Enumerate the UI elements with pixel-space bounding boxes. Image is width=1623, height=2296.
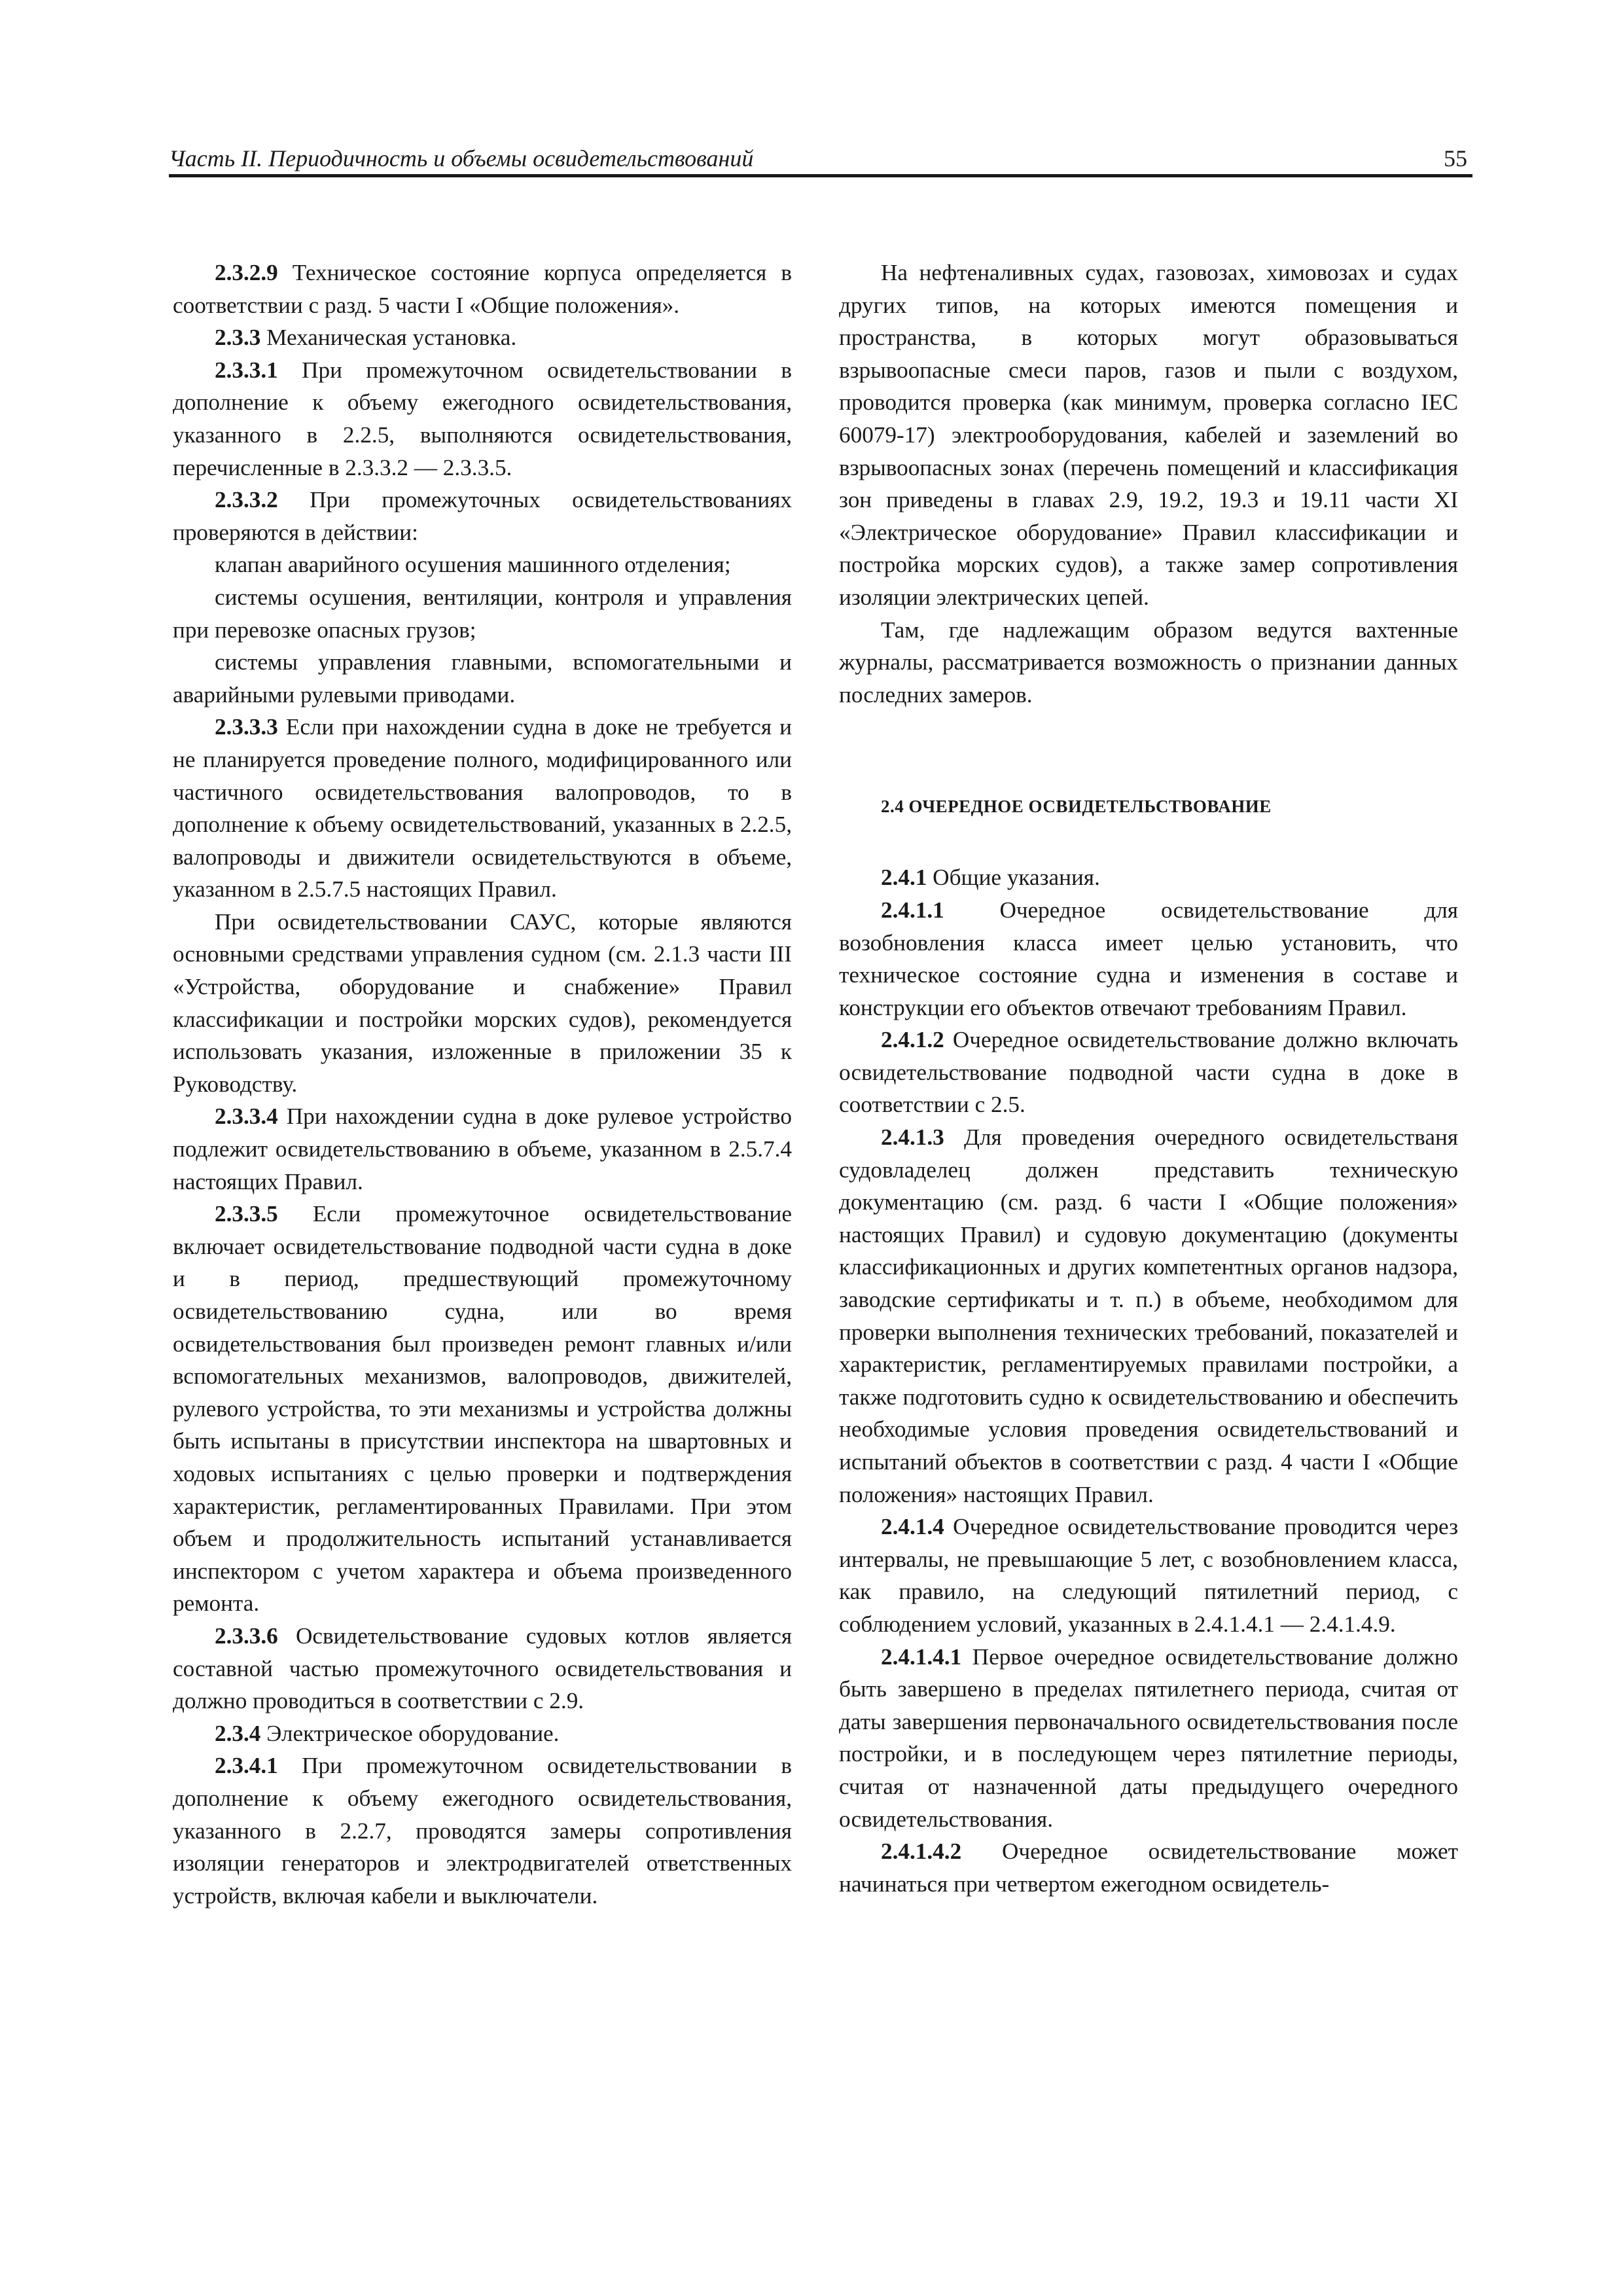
paragraph	[839, 1835, 1458, 1900]
paragraph-text: Очередное освидетельствование проводится через интервалы, не превышающие 5 лет, с возобновлением класса, как правило, на следующий пятилетний период, с соблюдением условий, указанных в 2.4.1.4.1 — 2.4.1.4.9.	[839, 1514, 1458, 1637]
running-header	[169, 143, 1472, 177]
clause-number: 2.3.3.5	[215, 1201, 278, 1227]
paragraph-text: При нахождении судна в доке рулевое устройство подлежит освидетельствованию в объеме, указанном в 2.5.7.4 настоящих Правил.	[173, 1103, 792, 1194]
paragraph	[173, 1620, 792, 1717]
running-title: Часть II. Периодичность и объемы освидетельствований	[169, 145, 754, 171]
page-number: 55	[1444, 145, 1467, 171]
subsection-heading	[839, 861, 1458, 894]
clause-number: 2.4.1.1	[881, 897, 944, 923]
paragraph-text: На нефтеналивных судах, газовозах, химовозах и судах других типов, на которых имеются помещения и пространства, в которых могут образовываться взрывоопасные смеси паров, газов и пыли с воздухом, проводится проверка (как минимум, проверка согласно IEC 60079-17) электрооборудования, кабелей и заземлений во взрывоопасных зонах (перечень помещений и классификация зон приведены в главах 2.9, 19.2, 19.3 и 19.11 части XI «Электрическое оборудование» Правил классификации и постройка морских судов), а также замер сопротивления изоляции электрических цепей.	[839, 260, 1458, 610]
paragraph-text: клапан аварийного осушения машинного отделения;	[215, 552, 731, 578]
clause-number: 2.3.4	[215, 1720, 261, 1746]
clause-number: 2.3.4.1	[215, 1753, 278, 1779]
paragraph-text: Электрическое оборудование.	[260, 1720, 560, 1746]
paragraph	[839, 1511, 1458, 1640]
clause-number: 2.4.1.3	[881, 1124, 944, 1151]
clause-number: 2.3.3.6	[215, 1623, 278, 1649]
clause-number: 2.3.3.1	[215, 357, 278, 383]
clause-number: 2.3.3.4	[215, 1103, 278, 1130]
spacer	[839, 822, 1458, 861]
clause-number: 2.4.1.2	[881, 1027, 944, 1053]
clause-number: 2.4.1.4.1	[881, 1643, 962, 1670]
paragraph	[839, 1024, 1458, 1121]
paragraph	[173, 906, 792, 1101]
paragraph-text: При освидетельствовании САУС, которые являются основными средствами управления судном (см. 2.1.3 части III «Устройства, оборудование и снабжение» Правил классификации и постройки морских судов), рекомендуется использовать указания, изложенные в приложении 35 к Руководству.	[173, 908, 792, 1097]
list-item	[173, 581, 792, 646]
list-item	[173, 646, 792, 711]
clause-number: 2.3.2.9	[215, 260, 278, 285]
paragraph	[173, 711, 792, 906]
paragraph	[173, 257, 792, 321]
paragraph-text: Техническое состояние корпуса определяется в соответствии с разд. 5 части I «Общие положения».	[173, 260, 792, 318]
paragraph-text: Там, где надлежащим образом ведутся вахтенные журналы, рассматривается возможность о признании данных последних замеров.	[839, 617, 1458, 708]
paragraph-text: Механическая установка.	[260, 325, 517, 351]
paragraph-text: Освидетельствование судовых котлов является составной частью промежуточного освидетельствования и должно проводиться в соответствии с 2.9.	[173, 1623, 792, 1714]
paragraph-text: Общие указания.	[927, 865, 1100, 891]
right-column	[839, 257, 1458, 1900]
paragraph-text: Первое очередное освидетельствование должно быть завершено в пределах пятилетнего периода, считая от даты завершения первоначального освидетельствования после постройки, и в последующем через пятилетние периоды, считая от назначенной даты предыдущего очередного освидетельствования.	[839, 1643, 1458, 1832]
subsection-heading	[173, 321, 792, 354]
paragraph	[173, 484, 792, 548]
spacer	[839, 711, 1458, 791]
paragraph	[839, 1641, 1458, 1836]
clause-number: 2.3.3	[215, 325, 261, 351]
clause-number: 2.4.1	[881, 865, 927, 891]
paragraph	[839, 894, 1458, 1024]
paragraph	[839, 257, 1458, 614]
paragraph-text: Очередное освидетельствование для возобновления класса имеет целью установить, что техническое состояние судна и изменения в составе и конструкции его объектов отвечают требованиям Правил.	[839, 897, 1458, 1020]
clause-number: 2.4.1.4	[881, 1514, 944, 1540]
paragraph	[173, 1749, 792, 1912]
list-item	[173, 548, 792, 581]
paragraph	[173, 354, 792, 484]
paragraph	[173, 1100, 792, 1198]
clause-number: 2.4.1.4.2	[881, 1839, 962, 1865]
paragraph-text: системы управления главными, вспомогательными и аварийными рулевыми приводами.	[173, 649, 792, 708]
paragraph-text: Очередное освидетельствование может начинаться при четвертом ежегодном освидетель-	[839, 1839, 1458, 1897]
header-rule	[169, 174, 1472, 177]
left-column	[173, 257, 792, 1912]
paragraph-text: Если промежуточное освидетельствование включает освидетельствование подводной части судна в доке и в период, предшествующий промежуточному освидетельствованию судна, или во время освидетельствования был произведен ремонт главных и/или вспомогательных механизмов, валопроводов, движителей, рулевого устройства, то эти механизмы и устройства должны быть испытаны в присутствии инспектора на швартовных и ходовых испытаниях с целью проверки и подтверждения характеристик, регламентированных Правилами. При этом объем и продолжительность испытаний устанавливается инспектором с учетом характера и объема произведенного ремонта.	[173, 1201, 792, 1617]
paragraph-text: Если при нахождении судна в доке не требуется и не планируется проведение полного, модифицированного или частичного освидетельствования валопроводов, то в дополнение к объему освидетельствований, указанных в 2.2.5, валопроводы и движители освидетельствуются в объеме, указанном в 2.5.7.5 настоящих Правил.	[173, 714, 792, 903]
paragraph-text: При промежуточном освидетельствовании в дополнение к объему ежегодного освидетельствования, указанного в 2.2.7, проводятся замеры сопротивления изоляции генераторов и электродвигателей ответственных устройств, включая кабели и выключатели.	[173, 1753, 792, 1909]
paragraph	[839, 614, 1458, 711]
paragraph	[173, 1198, 792, 1620]
paragraph-text: Для проведения очередного освидетельстваня судовладелец должен представить техническую документацию (см. разд. 6 части I «Общие положения» настоящих Правил) и судовую документацию (документы классификационных и других компетентных органов надзора, заводские сертификаты и т. п.) в объеме, необходимом для проверки выполнения технических требований, показателей и характеристик, регламентируемых правилами постройки, а также подготовить судно к освидетельствованию и обеспечить необходимые условия проведения освидетельствований и испытаний объектов в соответствии с разд. 4 части I «Общие положения» настоящих Правил.	[839, 1124, 1458, 1507]
paragraph-text: При промежуточном освидетельствовании в дополнение к объему ежегодного освидетельствования, указанного в 2.2.5, выполняются освидетельствования, перечисленные в 2.3.3.2 — 2.3.3.5.	[173, 357, 792, 480]
paragraph-text: При промежуточных освидетельствованиях проверяются в действии:	[173, 487, 792, 545]
clause-number: 2.3.3.3	[215, 714, 278, 740]
clause-number: 2.3.3.2	[215, 487, 278, 513]
paragraph	[839, 1121, 1458, 1511]
subsection-heading	[173, 1717, 792, 1750]
section-heading: 2.4 ОЧЕРЕДНОЕ ОСВИДЕТЕЛЬСТВОВАНИЕ	[881, 797, 1272, 817]
paragraph-text: Очередное освидетельствование должно включать освидетельствование подводной части судна в доке в соответствии с 2.5.	[839, 1027, 1458, 1118]
paragraph-text: системы осушения, вентиляции, контроля и управления при перевозке опасных грузов;	[173, 584, 792, 643]
